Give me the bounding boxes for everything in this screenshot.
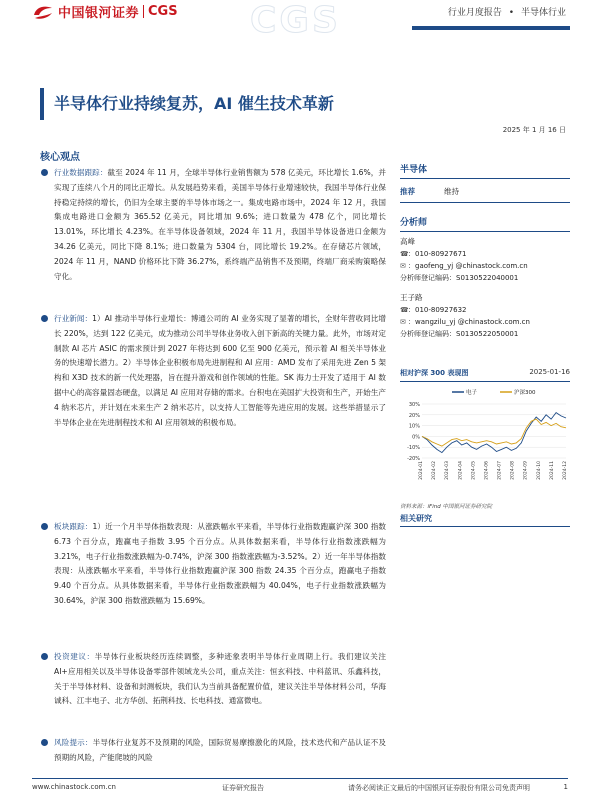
chart-header — [400, 368, 570, 382]
x-tick-label: 2024-10 — [536, 461, 542, 480]
y-tick-label: 10% — [408, 423, 420, 430]
divider — [400, 202, 570, 203]
report-date: 2025 年 1 月 16 日 — [502, 126, 566, 134]
paragraph-text: 截至 2024 年 11 月，全球半导体行业销售额为 578 亿美元，环比增长 1.6%，并实现了连续八个月的同比正增长。从发展趋势来看，美国半导体行业增速较快，我国半导体行业保持稳定持续的增长，仍旧为全球主要的半导体市场之一。集成电路市场中，2024 年 12 月，我国集成电路进口金额为 365.52 亿美元，同比增加 9.6%；进口数量为 478 亿个，同比增长 13.01%，环比增长 4.23%。在半导体设备领域，2024 年 11 月，我国半导体设备进口金额为 34.26 亿美元，同比下降 8.1%；进口数量为 5304 台，同比增长 19.2%。在存储芯片领域，2024 年 11 月，NAND 价格环比下降 36.27%，系终端产品销售不及预期，终端厂商采购策略保守化。 — [54, 168, 387, 281]
bullet-icon — [41, 169, 48, 176]
logo-icon — [32, 3, 54, 21]
x-tick-label: 2024-11 — [549, 461, 555, 480]
bullet-icon — [41, 739, 48, 746]
x-tick-label: 2024-01 — [419, 461, 424, 480]
chart-source: 资料来源：iFind 中国银河证券研究院 — [400, 504, 492, 510]
core-views-heading: 核心观点 — [40, 152, 80, 163]
analyst-heading: 分析师 — [400, 215, 570, 232]
analyst-cert: 分析师登记编码：S0130522040001 — [400, 274, 519, 282]
related-research-heading: 相关研究 — [400, 513, 570, 527]
paragraph-sector-tracking — [40, 520, 386, 650]
performance-chart — [400, 386, 570, 496]
x-tick-label: 2024-02 — [432, 461, 438, 480]
rating-row — [400, 186, 570, 197]
x-tick-label: 2024-09 — [523, 461, 529, 480]
paragraph-text: 1）近一个月半导体指数表现：从涨跌幅水平来看，半导体行业指数跑赢沪深 300 指数 6.73 个百分点，跑赢电子指数 3.95 个百分点。从具体数据来看，半导体行业指数涨跌幅为 3.21%，电子行业指数涨跌幅为-0.74%，沪深 300 指数涨跌幅为-3.52%。2）近一年半导体指数表现：从涨跌幅水平来看，半导体行业指数跑赢沪深 300 指数 24.35 个百分点，跑赢电子指数 9.40 个百分点。从具体数据来看，半导体行业指数涨跌幅为 40.04%，电子行业指数涨跌幅为 30.64%，沪深 300 指数涨跌幅为 15.69%。 — [54, 522, 387, 605]
analyst-block: 王子路 ☎：010-80927632 ✉ ：wangzilu_yj @chinastock.com.cn 分析师登记编码：S0130522050001 — [400, 292, 570, 340]
x-tick-label: 2024-07 — [497, 461, 503, 480]
phone-icon: ☎ — [400, 306, 409, 314]
paragraph-investment-advice — [40, 650, 386, 736]
legend-label: 沪深300 — [514, 390, 536, 396]
footer-center: 证券研究报告 — [222, 784, 264, 792]
footer-site: www.chinastock.com.cn — [32, 783, 116, 791]
bullet-icon — [41, 523, 48, 530]
paragraph-text: 半导体行业复苏不及预期的风险，国际贸易摩擦激化的风险，技术迭代和产品认证不及预期的风险，产能爬坡的风险 — [54, 738, 387, 762]
analyst-phone: 010-80927671 — [415, 250, 467, 258]
analyst-name: 高峰 — [400, 237, 415, 246]
y-tick-label: -10% — [407, 445, 420, 452]
chart-title: 相对沪深 300 表现图 — [400, 369, 469, 377]
analyst-phone: 010-80927632 — [415, 306, 467, 314]
logo-cgs: CGS — [148, 4, 178, 19]
header-report-info — [448, 5, 566, 18]
paragraph-label: 板块跟踪： — [54, 522, 93, 531]
main-content — [40, 166, 386, 776]
rating-value: 维持 — [444, 187, 459, 196]
page-footer — [32, 778, 568, 795]
paragraph-label: 风险提示： — [54, 738, 93, 747]
report-type: 行业月度报告 — [447, 8, 502, 18]
x-tick-label: 2024-08 — [510, 461, 516, 480]
email-icon: ✉ — [400, 318, 406, 326]
paragraph-industry-data — [40, 166, 386, 312]
paragraph-risk-warning — [40, 736, 386, 776]
x-tick-label: 2024-05 — [471, 461, 477, 480]
analyst-email[interactable]: wangzilu_yj @chinastock.com.cn — [415, 318, 530, 326]
x-tick-label: 2024-04 — [458, 461, 464, 480]
sidebar-industry-title: 半导体 — [400, 162, 570, 179]
title-accent-bar — [40, 88, 44, 120]
analyst-cert: 分析师登记编码：S0130522050001 — [400, 330, 519, 338]
series-line-csi300 — [422, 419, 566, 446]
paragraph-label: 投资建议： — [54, 652, 95, 661]
paragraph-text: 1）AI 推动半导体行业增长：博通公司的 AI 业务实现了显著的增长，全财年营收同比增长 220%，达到 122 亿美元，成为推动公司半导体业务收入创下新高的关键力量。此外，市场对定制款 AI 芯片 ASIC 的需求预计到 2027 年将达到 600 亿至 900 亿美元，预示着 AI 相关半导体业务的快速增长潜力。2）半导体企业积极布局先进制程和 AI 应用：AMD 发布了采用先进 Zen 5 架构和 X3D 技术的新一代处理器，旨在提升游戏和创作领域的性能。SK 海力士开发了适用于 AI 数据中心的高容量固态硬盘，以满足 AI 应用对存储的需求。台积电在美国扩大投资和生产，开始生产 4 纳米芯片，并计划在未来生产 2 纳米芯片，以支持人工智能等先进应用的发展。这些举措显示了半导体企业在先进制程技术和 AI 应用领域的积极布局。 — [54, 314, 387, 427]
x-tick-label: 2024-03 — [445, 461, 451, 480]
report-industry: 半导体行业 — [520, 8, 566, 18]
series-line-electronics — [422, 413, 566, 453]
email-icon: ✉ — [400, 262, 406, 270]
header-accent-bar — [412, 26, 570, 30]
bullet-icon — [41, 315, 48, 322]
x-tick-label: 2024-12 — [563, 461, 568, 480]
chart-date: 2025-01-16 — [529, 368, 570, 376]
sidebar — [400, 162, 570, 527]
logo-divider — [143, 5, 144, 18]
y-tick-label: 30% — [408, 402, 420, 408]
y-tick-label: 20% — [408, 412, 420, 419]
company-logo — [32, 2, 178, 21]
paragraph-text: 半导体行业板块经历连续调整，多种迹象表明半导体行业周期上行。我们建议关注 AI+应用相关以及半导体设备零部件领域龙头公司，重点关注：恒玄科技、中科蓝讯、乐鑫科技，关于半导体材料、设备和封测板块，我们认为当前具备配置价值，建议关注半导体材料公司，华海诚科、江丰电子、北方华创、拓荆科技、长电科技、通富微电。 — [54, 652, 387, 706]
rating-label: 推荐 — [400, 187, 415, 196]
header-separator: • — [508, 8, 515, 18]
paragraph-industry-news — [40, 312, 386, 520]
legend-label: 电子 — [466, 390, 478, 396]
analyst-name: 王子路 — [400, 293, 423, 302]
page-title: 半导体行业持续复苏，AI 催生技术革新 — [54, 94, 334, 113]
footer-page-number: 1 — [563, 783, 568, 791]
paragraph-label: 行业新闻： — [54, 314, 93, 323]
x-tick-label: 2024-06 — [484, 461, 490, 480]
page-header — [0, 0, 600, 40]
analyst-block: 高峰 ☎：010-80927671 ✉ ：gaofeng_yj @chinastock.com.cn 分析师登记编码：S0130522040001 — [400, 236, 570, 284]
phone-icon: ☎ — [400, 250, 409, 258]
paragraph-label: 行业数据跟踪： — [54, 168, 108, 177]
watermark: CGS — [250, 0, 341, 41]
footer-disclaimer: 请务必阅读正文最后的中国银河证券股份有限公司免责声明 — [348, 784, 530, 792]
y-tick-label: 0% — [412, 434, 420, 441]
chart-svg — [400, 386, 570, 496]
analyst-email[interactable]: gaofeng_yj @chinastock.com.cn — [415, 262, 528, 270]
logo-text: 中国银河证券 — [58, 6, 140, 21]
y-tick-label: -20% — [407, 456, 420, 462]
bullet-icon — [41, 653, 48, 660]
